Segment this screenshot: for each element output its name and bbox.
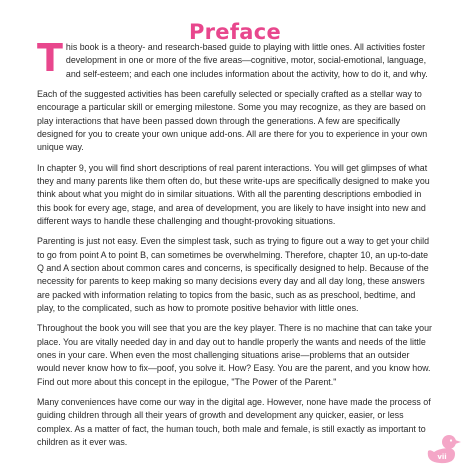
paragraph-4: Parenting is just not easy. Even the simplest task, such as trying to figure out a way to get your child to go from point A to point B, can sometimes be overwhelming. Therefore, chapter 10, an up-to-date Q and A section about common cares and concerns, is specifically designed to help. Because of the necessity for parents to keep making so many decisions every day and all day long, these answers are packed with information relating to topics from the basic, such as as preschool, bedtime, and play, to the complicated, such as how to promote positive behavior with little ones. <box>37 236 430 313</box>
paragraph-2: Each of the suggested activities has been carefully selected or specially crafted as a stellar way to encourage a particular skill or emerging milestone. Some you may recognize, as they are based on play interactions that have been passed down through the generations. A few are specifically designed for you to create your own unique add-ons. All are there for you to experience in your own unique way. <box>37 89 428 153</box>
paragraph-6: Many conveniences have come our way in the digital age. However, none have made the process of guiding children through all their years of growth and development any quicker, easier, or less complex. As a matter of fact, the human touch, both male and female, is still exactly as important to children as it ever was. <box>37 397 431 447</box>
page-number: vii <box>437 453 447 461</box>
body-text <box>37 36 435 456</box>
paragraph-3: In chapter 9, you will find short descriptions of real parent interactions. You will get glimpses of what they and many parents like them often do, but these write-ups are specifically designed to make you think about what you might do in similar situations. With all the parenting descriptions embodied in this book for every age, stage, and area of development, you are likely to have insight into new and different ways to handle these challenging and thought-provoking situations. <box>37 162 430 226</box>
drop-cap: T <box>37 36 63 80</box>
page-title: Preface <box>188 20 282 45</box>
page-number-badge <box>422 432 462 466</box>
paragraph-1-text: his book is a theory- and research-based guide to playing with little ones. All activities foster development in one or more of the five areas—cognitive, motor, social-emotional, language, and self-esteem; and each one includes information about the activity, how to do it, and why. <box>65 42 428 79</box>
paragraph-5: Throughout the book you will see that you are the key player. There is no machine that can take your place. You are vitally needed day in and day out to handle properly the wants and needs of the little ones in your care. When even the most challenging situations arise—problems that an outsider would never know how to fix—poof, you solve it. How? Easy. You are the parent, and you know how. Find out more about this concept in the epilogue, "The Power of the Parent." <box>37 323 433 387</box>
paragraph-1 <box>37 36 435 81</box>
